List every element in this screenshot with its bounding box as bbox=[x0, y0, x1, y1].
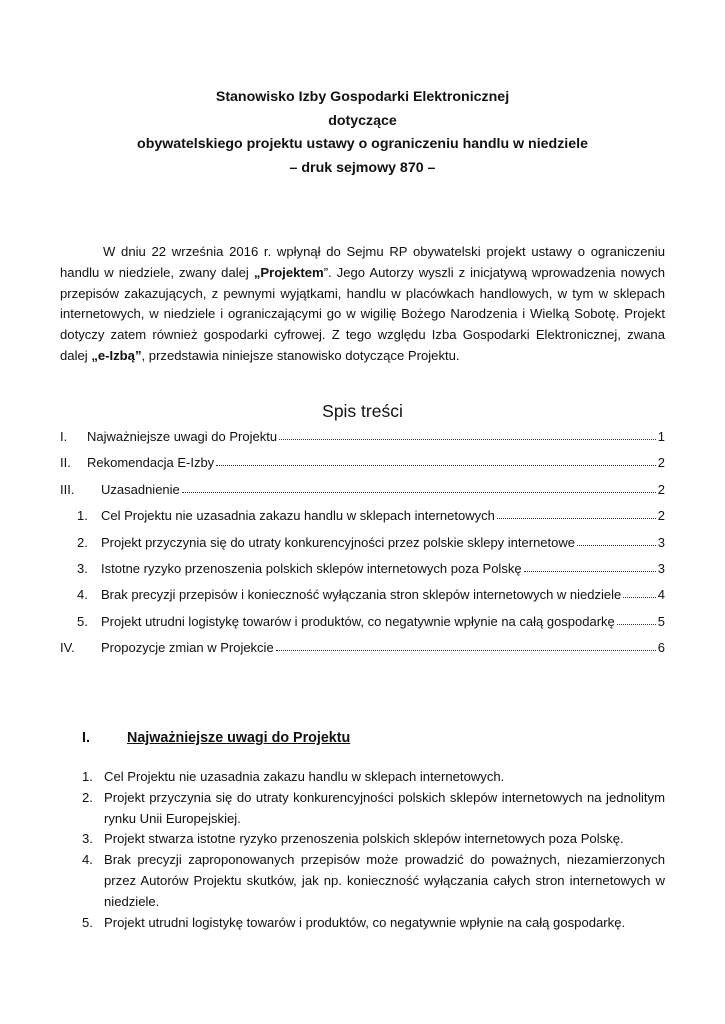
list-item bbox=[60, 913, 665, 934]
intro-paragraph bbox=[60, 242, 665, 367]
toc-entry-number: 5. bbox=[77, 614, 88, 629]
key-remarks-list bbox=[60, 767, 665, 933]
toc-entry-number: 1. bbox=[77, 508, 88, 523]
toc-entry-4[interactable] bbox=[60, 507, 665, 525]
toc-entry-1[interactable] bbox=[60, 428, 665, 446]
toc-entry-page: 2 bbox=[657, 455, 665, 470]
list-item-number: 1. bbox=[82, 769, 93, 784]
intro-text-3: , przedstawia niniejsze stanowisko dotyczące Projektu. bbox=[141, 347, 460, 363]
list-item-number: 4. bbox=[82, 852, 93, 868]
list-item-number: 2. bbox=[82, 789, 93, 805]
intro-bold-projekt: „Projektem bbox=[253, 264, 324, 280]
list-item bbox=[60, 850, 665, 912]
toc-entry-page: 2 bbox=[657, 482, 665, 497]
toc-leader-dots bbox=[182, 482, 656, 493]
list-item-number: 3. bbox=[82, 831, 93, 847]
toc-leader-dots bbox=[524, 561, 656, 572]
toc-entry-number: III. bbox=[60, 482, 75, 497]
list-item-text: Cel Projektu nie uzasadnia zakazu handlu w sklepach internetowych. bbox=[104, 769, 505, 784]
title-line-4: – druk sejmowy 870 – bbox=[289, 159, 436, 176]
toc-entry-page: 2 bbox=[657, 508, 665, 523]
toc-entry-number: II. bbox=[60, 455, 71, 470]
toc-entry-number: 4. bbox=[77, 587, 88, 602]
toc-entry-7[interactable] bbox=[60, 586, 665, 604]
toc-entry-label: Projekt utrudni logistykę towarów i produktów, co negatywnie wpłynie na całą gospodarkę bbox=[101, 614, 615, 629]
list-item-text: Projekt utrudni logistykę towarów i produktów, co negatywnie wpłynie na całą gospodarkę. bbox=[104, 914, 626, 930]
toc-entry-label: Cel Projektu nie uzasadnia zakazu handlu w sklepach internetowych bbox=[101, 508, 495, 523]
toc-entry-page: 6 bbox=[657, 640, 665, 655]
list-item-text: Projekt stwarza istotne ryzyko przenoszenia polskich sklepów internetowych poza Polskę. bbox=[104, 831, 624, 847]
toc-entry-label: Istotne ryzyko przenoszenia polskich sklepów internetowych poza Polskę bbox=[101, 561, 522, 576]
list-item bbox=[60, 829, 665, 850]
toc-entry-6[interactable] bbox=[60, 560, 665, 578]
toc-entry-page: 3 bbox=[657, 561, 665, 576]
toc-leader-dots bbox=[279, 429, 656, 440]
toc-title: Spis treści bbox=[322, 401, 403, 421]
list-item-text: Projekt przyczynia się do utraty konkurencyjności polskich sklepów internetowych na jednolitym rynku Unii Europejskiej. bbox=[104, 789, 665, 826]
intro-text-1: W dniu 22 września 2016 r. wpłynął do Sejmu RP obywatelski projekt ustawy o ograniczeniu handlu w niedziele, zwany dalej bbox=[60, 244, 665, 280]
toc-entry-9[interactable] bbox=[60, 639, 665, 657]
list-item-text: Brak precyzji zaproponowanych przepisów może prowadzić do poważnych, niezamierzonych przez Autorów Projektu skutków, jak np. konieczność wyłączania całych stron internetowych w niedziele. bbox=[104, 852, 665, 909]
toc-leader-dots bbox=[577, 535, 656, 546]
toc-entry-label: Propozycje zmian w Projekcie bbox=[101, 640, 274, 655]
toc-leader-dots bbox=[497, 508, 656, 519]
toc-entry-8[interactable] bbox=[60, 613, 665, 631]
section-number: I. bbox=[82, 730, 90, 746]
toc-leader-dots bbox=[623, 587, 656, 598]
toc-entry-label: Uzasadnienie bbox=[101, 482, 180, 497]
toc-entry-number: 2. bbox=[77, 535, 88, 550]
list-item bbox=[60, 788, 665, 830]
toc-entry-page: 3 bbox=[657, 535, 665, 550]
section-title: Najważniejsze uwagi do Projektu bbox=[127, 730, 351, 746]
toc-leader-dots bbox=[617, 614, 656, 625]
toc-entry-number: IV. bbox=[60, 640, 75, 655]
intro-text-2: ”. Jego Autorzy wyszli z inicjatywą wprowadzenia nowych przepisów zakazujących, z pewnymi wyjątkami, handlu w placówkach handlowych, w tym w sklepach internetowych, w niedziele i ograniczającymi go w wigilię Bożego Narodzenia i Wielką Sobotę. Projekt dotyczy zatem również gospodarki cyfrowej. Z tego względu Izba Gospodarki Elektronicznej, zwana dalej bbox=[60, 264, 665, 363]
toc-leader-dots bbox=[216, 455, 656, 466]
toc-entry-label: Projekt przyczynia się do utraty konkurencyjności przez polskie sklepy internetowe bbox=[101, 535, 575, 550]
document-title bbox=[60, 86, 665, 180]
title-line-2: dotyczące bbox=[328, 112, 397, 129]
toc-leader-dots bbox=[276, 640, 656, 651]
section-heading bbox=[82, 730, 350, 746]
toc-entry-label: Rekomendacja E-Izby bbox=[87, 455, 215, 470]
toc-entry-number: 3. bbox=[77, 561, 88, 576]
toc-entry-page: 1 bbox=[657, 429, 665, 444]
toc-entry-label: Brak precyzji przepisów i konieczność wyłączania stron sklepów internetowych w niedziele bbox=[101, 587, 622, 602]
toc-entry-number: I. bbox=[60, 429, 68, 444]
intro-bold-eizba: „e-Izbą” bbox=[91, 347, 142, 363]
toc-entry-page: 4 bbox=[657, 587, 665, 602]
toc-entry-2[interactable] bbox=[60, 454, 665, 472]
toc-entry-label: Najważniejsze uwagi do Projektu bbox=[87, 429, 278, 444]
toc-entry-3[interactable] bbox=[60, 481, 665, 499]
title-line-3: obywatelskiego projektu ustawy o ograniczeniu handlu w niedziele bbox=[137, 136, 588, 152]
list-item-number: 5. bbox=[82, 914, 93, 930]
title-line-1: Stanowisko Izby Gospodarki Elektronicznej bbox=[215, 89, 510, 105]
list-item bbox=[60, 767, 665, 788]
toc-entry-5[interactable] bbox=[60, 534, 665, 552]
toc-entry-page: 5 bbox=[657, 614, 665, 629]
